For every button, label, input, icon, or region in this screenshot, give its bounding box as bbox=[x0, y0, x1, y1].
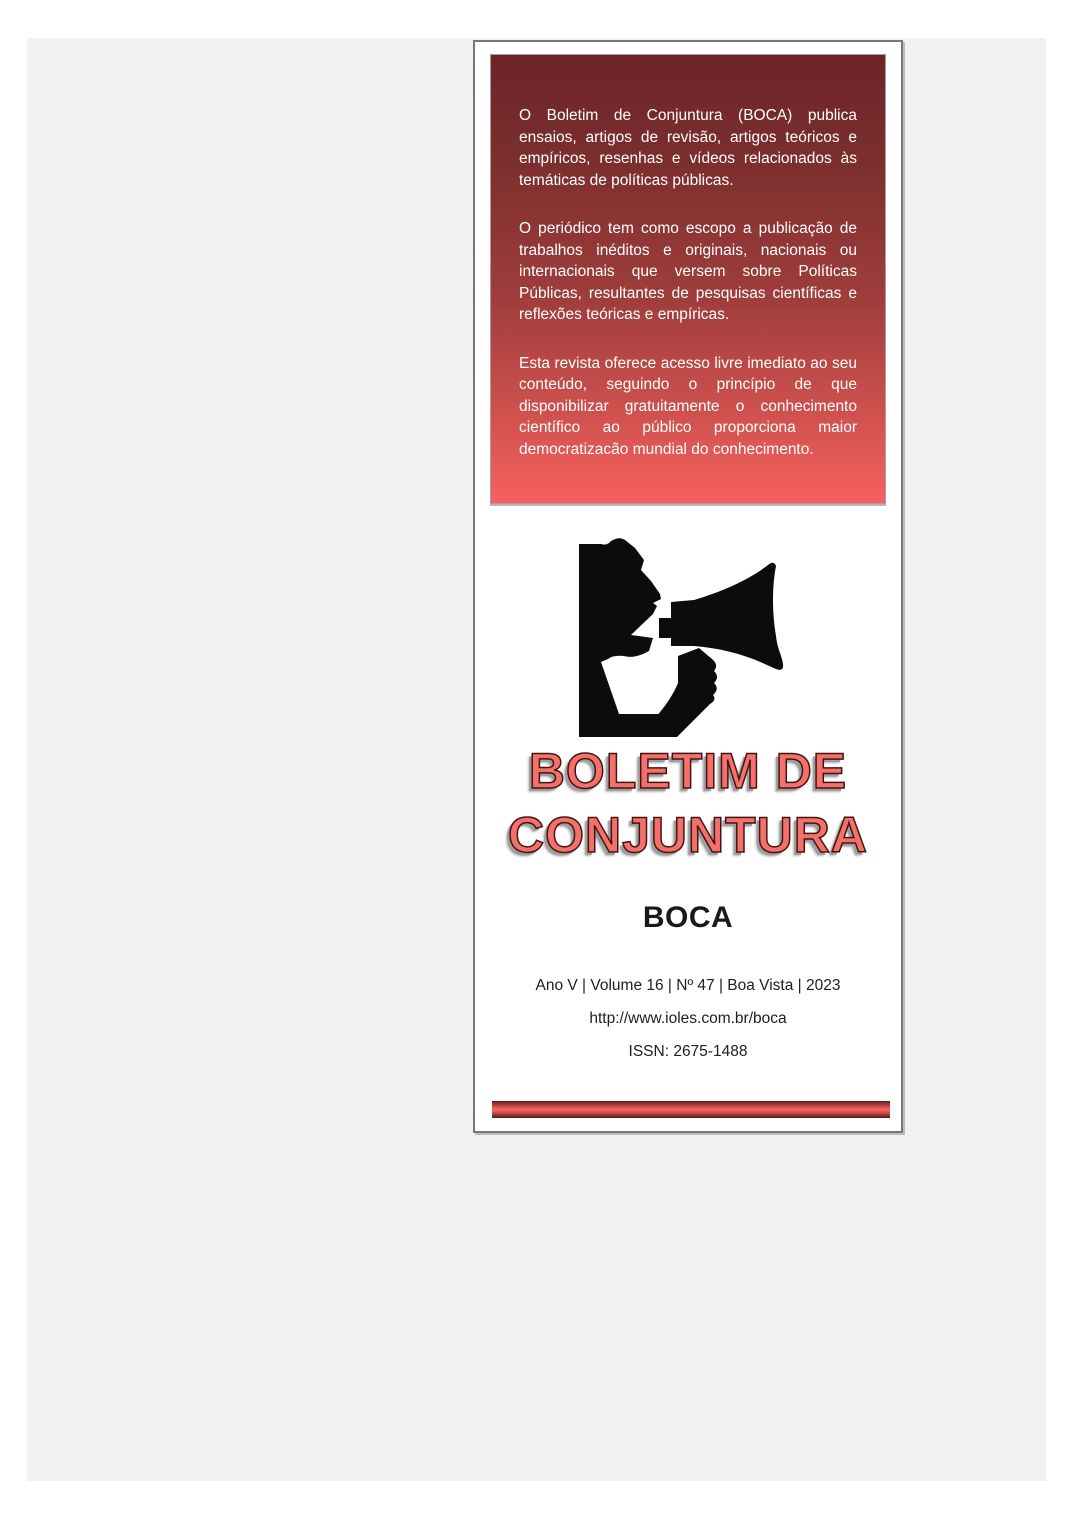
journal-cover-panel bbox=[473, 40, 903, 1133]
journal-title bbox=[475, 739, 901, 867]
edition-metadata bbox=[475, 976, 901, 1075]
journal-title-line1: BOLETIM DE bbox=[528, 743, 848, 799]
bottom-accent-bar bbox=[492, 1101, 890, 1118]
journal-url-link[interactable]: http://www.ioles.com.br/boca bbox=[589, 1010, 787, 1027]
edition-line: Ano V | Volume 16 | Nº 47 | Boa Vista | 2023 bbox=[535, 977, 841, 994]
about-paragraph-3: Esta revista oferece acesso livre imediato ao seu conteúdo, seguindo o princípio de que disponibilizar gratuitamente o conhecimento científico ao público proporciona maior democratizacão mundial do conhecimento. bbox=[519, 354, 857, 458]
issn-line: ISSN: 2675-1488 bbox=[628, 1043, 748, 1060]
journal-title-line2: CONJUNTURA bbox=[508, 807, 868, 863]
about-journal-box bbox=[490, 54, 886, 504]
about-paragraph-1: O Boletim de Conjuntura (BOCA) publica ensaios, artigos de revisão, artigos teóricos e empíricos, resenhas e vídeos relacionados às temáticas de políticas públicas. bbox=[519, 107, 857, 189]
megaphone-shout-icon bbox=[579, 538, 796, 738]
about-paragraph-2: O periódico tem como escopo a publicação de trabalhos inéditos e originais, nacionais ou internacionais que versem sobre Políticas Públicas, resultantes de pesquisas científicas e reflexões teóricas e empíricas. bbox=[519, 220, 857, 323]
journal-acronym: BOCA bbox=[642, 901, 734, 934]
